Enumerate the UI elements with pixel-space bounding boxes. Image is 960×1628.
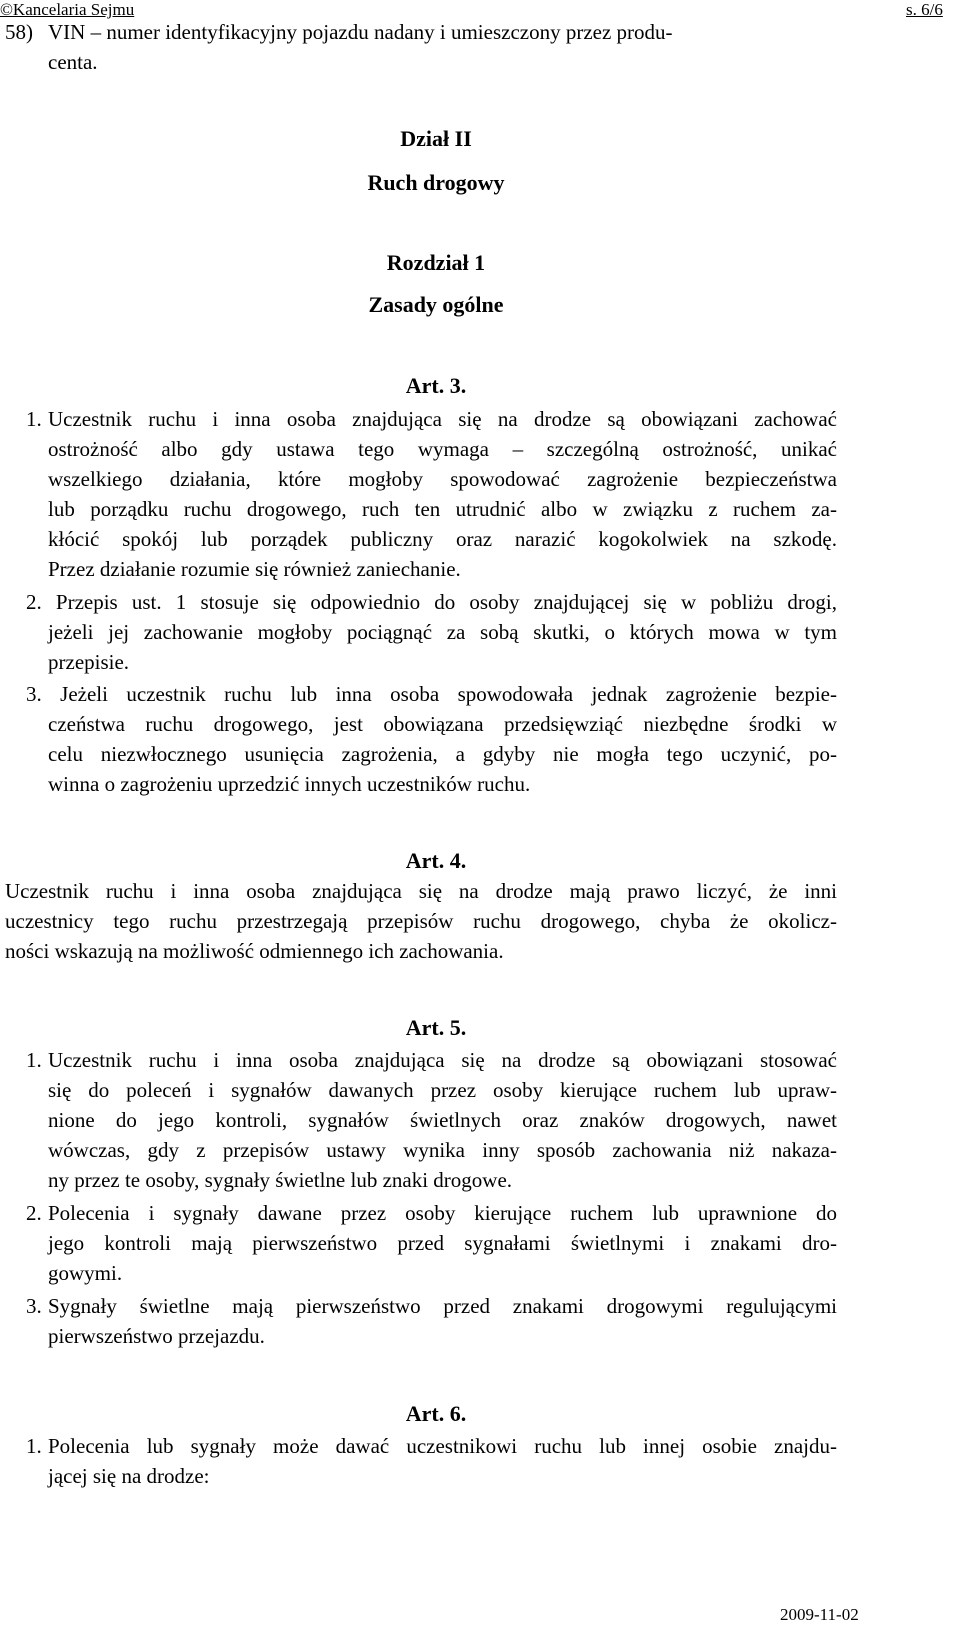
art-5-ust-1-line: nione do jego kontroli, sygnałów świetlnych oraz znaków drogowych, nawet bbox=[48, 1108, 837, 1132]
art-3-heading: Art. 3. bbox=[405, 373, 467, 398]
art-5-ust-1-line: Uczestnik ruchu i inna osoba znajdująca się na drodze są obowiązani stosować bbox=[48, 1048, 837, 1072]
art-3-ust-3-line: czeństwa ruchu drogowego, jest obowiązana przedsięwziąć niezbędne środki w bbox=[48, 712, 837, 736]
art-4-line: ności wskazują na możliwość odmiennego ich zachowania. bbox=[5, 939, 504, 963]
division-title: Ruch drogowy bbox=[367, 170, 505, 195]
footer-date: 2009-11-02 bbox=[780, 1605, 859, 1624]
chapter-title: Zasady ogólne bbox=[368, 292, 504, 317]
art-5-heading: Art. 5. bbox=[405, 1015, 467, 1040]
item-58-number: 58) bbox=[5, 20, 33, 44]
art-3-ust-1-line: kłócić spokój lub porządek publiczny oraz narazić kogokolwiek na szkodę. bbox=[48, 527, 837, 551]
art-4-line: Uczestnik ruchu i inna osoba znajdująca się na drodze mają prawo liczyć, że inni bbox=[5, 879, 837, 903]
art-5-ust-1-line: się do poleceń i sygnałów dawanych przez osoby kierujące ruchem lub upraw- bbox=[48, 1078, 837, 1102]
chapter-label: Rozdział 1 bbox=[386, 250, 486, 275]
item-58-line-1: VIN – numer identyfikacyjny pojazdu nadany i umieszczony przez produ- bbox=[48, 20, 673, 44]
art-5-ust-3-line: Sygnały świetlne mają pierwszeństwo przed znakami drogowymi regulującymi bbox=[48, 1294, 837, 1318]
art-3-ust-1-line: lub porządku ruchu drogowego, ruch ten utrudnić albo w związku z ruchem za- bbox=[48, 497, 837, 521]
art-3-ust-3-line: winna o zagrożeniu uprzedzić innych uczestników ruchu. bbox=[48, 772, 531, 796]
art-6-ust-1-line: Polecenia lub sygnały może dawać uczestnikowi ruchu lub innej osobie znajdu- bbox=[48, 1434, 837, 1458]
art-3-ust-3-line: 3. Jeżeli uczestnik ruchu lub inna osoba spowodowała jednak zagrożenie bezpie- bbox=[26, 682, 837, 706]
art-5-ust-1-line: wówczas, gdy z przepisów ustawy wynika inny sposób zachowania niż nakaza- bbox=[48, 1138, 837, 1162]
art-5-ust-3-line: pierwszeństwo przejazdu. bbox=[48, 1324, 265, 1348]
art-5-ust-1-line: ny przez te osoby, sygnały świetlne lub znaki drogowe. bbox=[48, 1168, 513, 1192]
division-label: Dział II bbox=[400, 126, 472, 151]
header-copyright[interactable]: ©Kancelaria Sejmu bbox=[0, 0, 135, 19]
art-3-ust-1-line: Uczestnik ruchu i inna osoba znajdująca się na drodze są obowiązani zachować bbox=[48, 407, 837, 431]
item-58-line-2: centa. bbox=[48, 50, 98, 74]
art-5-ust-3-number: 3. bbox=[26, 1294, 42, 1318]
art-5-ust-2-line: Polecenia i sygnały dawane przez osoby kierujące ruchem lub uprawnione do bbox=[48, 1201, 837, 1225]
art-4-heading: Art. 4. bbox=[405, 848, 467, 873]
art-3-ust-2-line: 2. Przepis ust. 1 stosuje się odpowiednio do osoby znajdującej się w pobliżu drogi, bbox=[26, 590, 837, 614]
art-5-ust-2-line: gowymi. bbox=[48, 1261, 123, 1285]
art-3-ust-1-line: wszelkiego działania, które mogłoby spowodować zagrożenie bezpieczeństwa bbox=[48, 467, 837, 491]
art-3-ust-1-line: Przez działanie rozumie się również zaniechanie. bbox=[48, 557, 461, 581]
art-5-ust-2-line: jego kontroli mają pierwszeństwo przed sygnałami świetlnymi i znakami dro- bbox=[48, 1231, 837, 1255]
art-3-ust-1-line: ostrożność albo gdy ustawa tego wymaga – szczególną ostrożność, unikać bbox=[48, 437, 837, 461]
art-3-ust-3-line: celu niezwłocznego usunięcia zagrożenia, a gdyby nie mogła tego uczynić, po- bbox=[48, 742, 837, 766]
art-4-line: uczestnicy tego ruchu przestrzegają przepisów ruchu drogowego, chyba że okolicz- bbox=[5, 909, 837, 933]
art-6-heading: Art. 6. bbox=[405, 1401, 467, 1426]
art-5-ust-1-number: 1. bbox=[26, 1048, 42, 1072]
art-6-ust-1-line: jącej się na drodze: bbox=[48, 1464, 210, 1488]
header-page-number[interactable]: s. 6/6 bbox=[906, 0, 943, 19]
art-5-ust-2-number: 2. bbox=[26, 1201, 42, 1225]
art-3-ust-2-line: jeżeli jej zachowanie mogłoby pociągnąć za sobą skutki, o których mowa w tym bbox=[48, 620, 837, 644]
art-3-ust-1-number: 1. bbox=[26, 407, 42, 431]
art-6-ust-1-number: 1. bbox=[26, 1434, 42, 1458]
art-3-ust-2-line: przepisie. bbox=[48, 650, 130, 674]
